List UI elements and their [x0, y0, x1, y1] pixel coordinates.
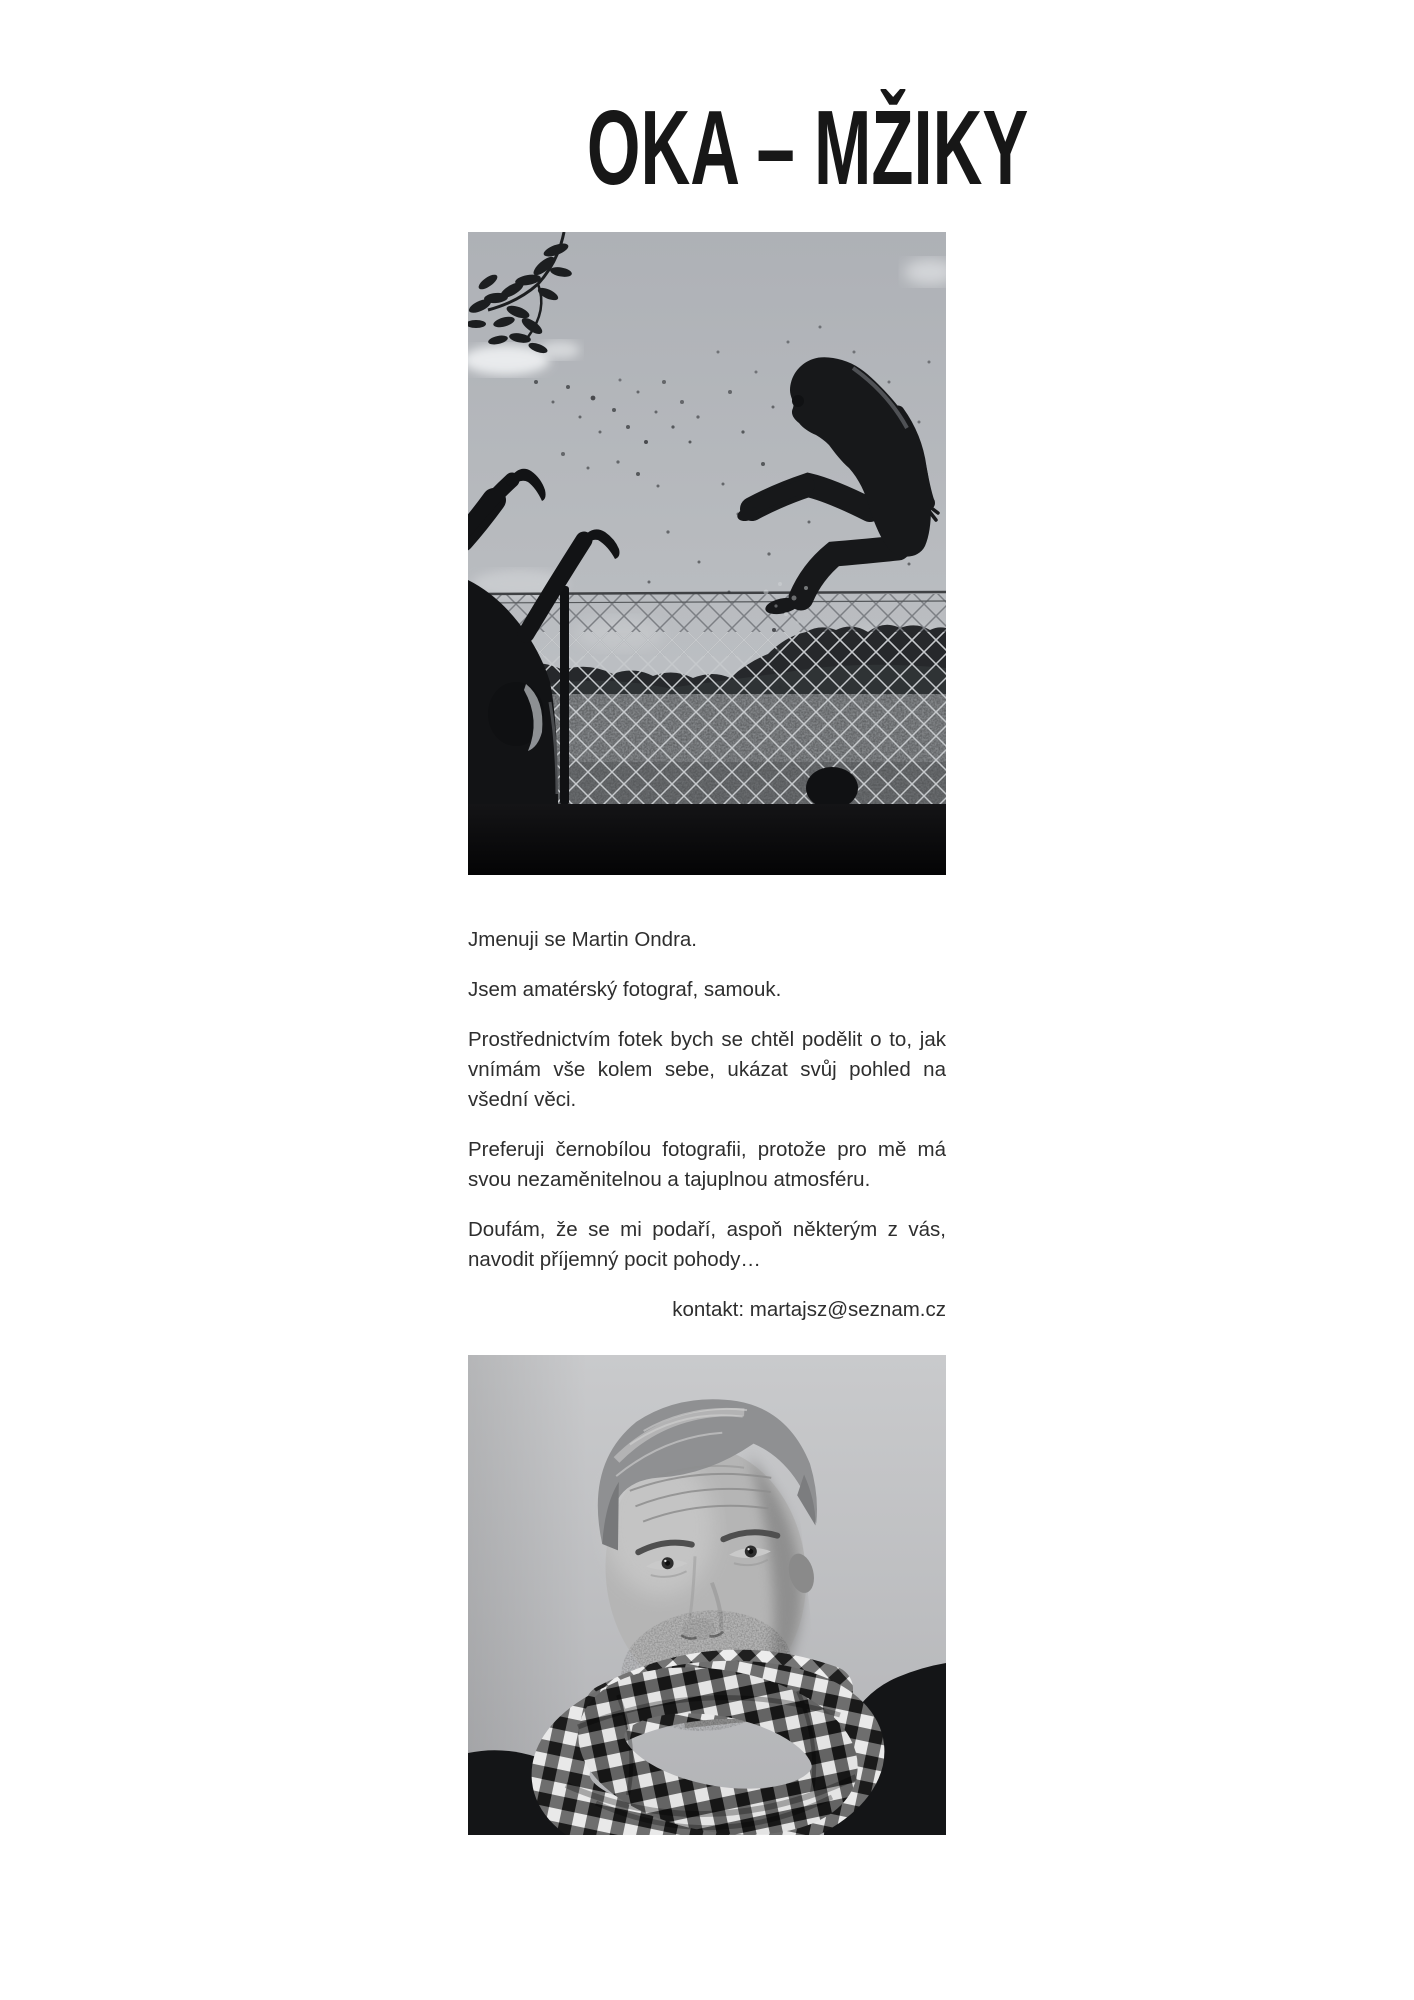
portrait-photo [468, 1355, 946, 1835]
bio-paragraph: Jmenuji se Martin Ondra. [468, 928, 698, 951]
hero-photo [468, 232, 946, 875]
page-title [468, 89, 1029, 207]
bio-paragraph: Preferuji černobílou fotografii, protože pro mě má svou nezaměnitelnou a tajuplnou atmosféru. [468, 1138, 946, 1191]
pool-edge [468, 804, 946, 875]
portrait-photo-image [468, 1355, 946, 1835]
second-swimmer-head [806, 767, 858, 809]
bio-paragraph: Doufám, že se mi podaří, aspoň některým z vás, navodit příjemný pocit pohody… [468, 1218, 946, 1271]
bio-paragraph: Prostřednictvím fotek bych se chtěl podělit o to, jak vnímám vše kolem sebe, ukázat svůj pohled na všední věci. [468, 1028, 946, 1111]
hero-photo-image [468, 232, 946, 875]
content-column [468, 89, 1029, 1835]
contact-line [468, 1295, 946, 1325]
fence-post [560, 586, 569, 805]
page-title-text: OKA – MŽIKY [586, 89, 1029, 207]
bio-text [468, 925, 946, 1325]
bio-paragraph: Jsem amatérský fotograf, samouk. [468, 978, 782, 1001]
contact-label: kontakt: [672, 1298, 745, 1321]
contact-email-link[interactable]: martajsz@seznam.cz [749, 1298, 946, 1321]
